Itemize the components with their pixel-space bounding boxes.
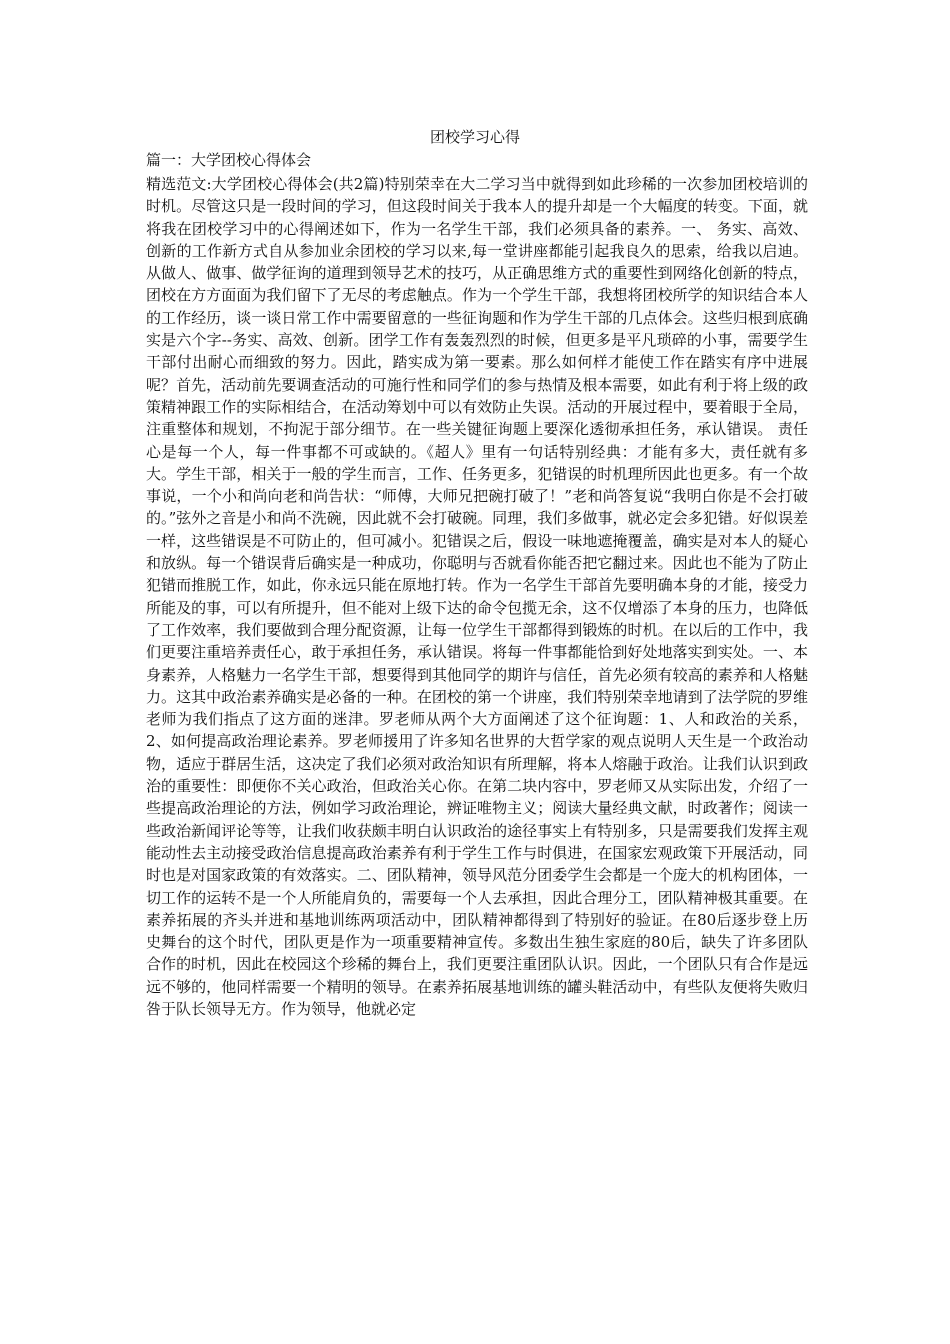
body-paragraph: 精选范文:大学团校心得体会(共2篇)特别荣幸在大二学习当中就得到如此珍稀的一次参加团校培训的时机。尽管这只是一段时间的学习，但这段时间关于我本人的提升却是一个大幅度的转变。下面，就将我在团校学习中的心得阐述如下，作为一名学生干部，我们必须具备的素养。一、 务实、高效、创新的工作新方式自从参加业余团校的学习以来,每一堂讲座都能引起我良久的思索，给我以启迪。从做人、做事、做学征询的道理到领导艺术的技巧，从正确思维方式的重要性到网络化创新的特点，团校在方方面面为我们留下了无尽的考虑触点。作为一个学生干部，我想将团校所学的知识结合本人的工作经历，谈一谈日常工作中需要留意的一些征询题和作为学生干部的几点体会。这些归根到底确实是六个字--务实、高效、创新。团学工作有轰轰烈烈的时候，但更多是平凡琐碎的小事，需要学生干部付出耐心而细致的努力。因此，踏实成为第一要素。那么如何样才能使工作在踏实有序中进展呢？首先，活动前先要调查活动的可施行性和同学们的参与热情及根本需要，如此有利于将上级的政策精神跟工作的实际相结合，在活动筹划中可以有效防止失误。活动的开展过程中，要着眼于全局，注重整体和规划，不拘泥于部分细节。在一些关键征询题上要深化透彻承担任务，承认错误。 责任心是每一个人，每一件事都不可或缺的。《超人》里有一句话特别经典：才能有多大，责任就有多大。学生干部，相关于一般的学生而言，工作、任务更多，犯错误的时机理所因此也更多。有一个故事说，一个小和尚向老和尚告状：“师傅，大师兄把碗打破了！”老和尚答复说“我明白你是不会打破的。”弦外之音是小和尚不洗碗，因此就不会打破碗。同理，我们多做事，就必定会多犯错。好似误差一样，这些错误是不可防止的，但可减小。犯错误之后，假设一味地遮掩覆盖，确实是对本人的疑心和放纵。每一个错误背后确实是一种成功，你聪明与否就看你能否把它翻过来。因此也不能为了防止犯错而推脱工作，如此，你永远只能在原地打转。作为一名学生干部首先要明确本身的才能，接受力所能及的事，可以有所提升，但不能对上级下达的命令包揽无余，这不仅增添了本身的压力，也降低了工作效率，我们要做到合理分配资源，让每一位学生干部都得到锻炼的时机。在以后的工作中，我们更要注重培养责任心，敢于承担任务，承认错误。将每一件事都能恰到好处地落实到实处。一、本身素养，人格魅力一名学生干部，想要得到其他同学的期许与信任，首先必须有较高的素养和人格魅力。这其中政治素养确实是必备的一种。在团校的第一个讲座，我们特别荣幸地请到了法学院的罗维老师为我们指点了这方面的迷津。罗老师从两个大方面阐述了这个征询题：1、人和政治的关系，2、如何提高政治理论素养。罗老师援用了许多知名世界的大哲学家的观点说明人天生是一个政治动物，适应于群居生活，这决定了我们必须对政治知识有所理解，将本人熔融于政治。让我们认识到政治的重要性：即便你不关心政治，但政治关心你。在第二块内容中，罗老师又从实际出发，介绍了一些提高政治理论的方法，例如学习政治理论，辨证唯物主义；阅读大量经典文献，时政著作；阅读一些政治新闻评论等等，让我们收获颇丰明白认识政治的途径事实上有特别多，只是需要我们发挥主观能动性去主动接受政治信息提高政治素养有利于学生工作与时俱进，在国家宏观政策下开展活动，同时也是对国家政策的有效落实。二、团队精神，领导风范分团委学生会都是一个庞大的机构团体，一切工作的运转不是一个人所能肩负的，需要每一个人去承担，因此合理分工，团队精神极其重要。在素养拓展的齐头并进和基地训练两项活动中，团队精神都得到了特别好的验证。在80后逐步登上历史舞台的这个时代，团队更是作为一项重要精神宣传。多数出生独生家庭的80后，缺失了许多团队合作的时机，因此在校园这个珍稀的舞台上，我们更要注重团队认识。因此，一个团队只有合作是远远不够的，他同样需要一个精明的领导。在素养拓展基地训练的罐头鞋活动中，有些队友便将失败归咎于队长领导无方。作为领导，他就必定 <box>146 175 808 1018</box>
section-heading: 篇一：大学团校心得体会 <box>146 151 312 169</box>
document-title: 团校学习心得 <box>429 128 520 146</box>
